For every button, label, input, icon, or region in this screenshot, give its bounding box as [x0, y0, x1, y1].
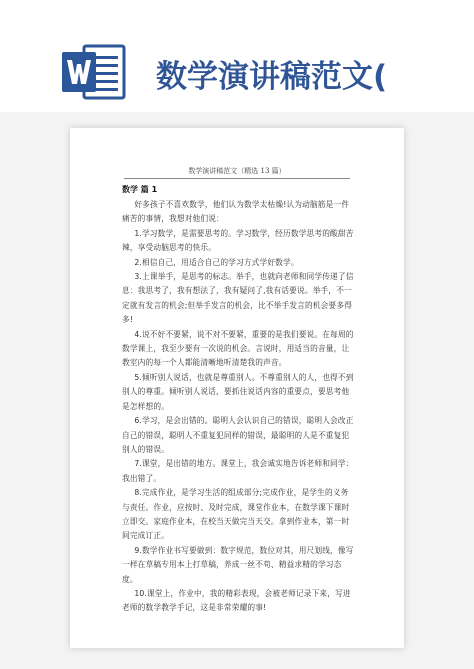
title-line-1: 数学演讲稿范文( [156, 59, 388, 95]
document-page [70, 128, 404, 648]
paragraph: 10.课堂上，作业中，我的精彩表现，会被老师记录下来，写进老师的数学教学手记，这是非常荣耀的事! [122, 588, 351, 613]
paragraph: 8.完成作业，是学习生活的组成部分;完成作业，是学生的义务与责任。作业，应按时、及时完成，课堂作业本，在数学课下课时立即交。家庭作业本，在校当天做完当天交。拿到作业本，第一时间完成订正。 [122, 488, 350, 541]
paragraph: 7.课堂，是出错的地方。课堂上，我会诚实地告诉老师和同学：我出错了。 [122, 459, 354, 483]
paragraph: 1.学习数学，是需要思考的。学习数学，经历数学思考的酸甜苦辣，享受动脑思考的快乐。 [122, 228, 354, 253]
paragraph: 6.学习，是会出错的。聪明人会认识自己的错误，聪明人会改正自己的错误，聪明人不重复犯同样的错误，最聪明的人是不重复犯别人的错误。 [122, 416, 354, 454]
header-divider [124, 178, 350, 179]
paragraph: 9.数学作业书写要做到：数字规范，数位对其，用尺划线，像写一样在草稿专用本上打草稿，养成一丝不苟、精益求精的学习态度。 [122, 545, 354, 584]
paragraph: 好多孩子不喜欢数学，他们认为数学太枯燥!认为动脑筋是一件痛苦的事情，我想对他们说： [122, 200, 350, 224]
word-icon [62, 42, 126, 102]
paragraph: 2.相信自己，用适合自己的学习方式学好数学。 [134, 257, 299, 267]
running-title: 数学演讲稿范文（精选 13 篇） [188, 167, 286, 175]
paragraph: 4.说不好不要紧，说不对不要紧，重要的是我们要说。在每周的数学课上，我至少要有一次说的机会。言说时，用适当的音量，让教室内的每一个人都能清晰地听清楚我的声音。 [122, 329, 354, 368]
header [0, 0, 474, 128]
paragraph: 5.倾听别人说话，也就是尊重别人。不尊重别人的人，也得不到别人的尊重。倾听别人说话，要抓住说话内容的重要点，要思考他是怎样想的。 [122, 372, 354, 411]
section-title: 数学 篇 1 [122, 185, 158, 194]
paragraph: 3.上课举手，是思考的标志。举手，也就向老师和同学传递了信息：我思考了，我有想法了，我有疑问了,我有话要说。举手，不一定就有发言的机会;但举手发言的机会，比不举手发言的机会要多得多! [122, 272, 354, 325]
document-body [122, 198, 354, 616]
